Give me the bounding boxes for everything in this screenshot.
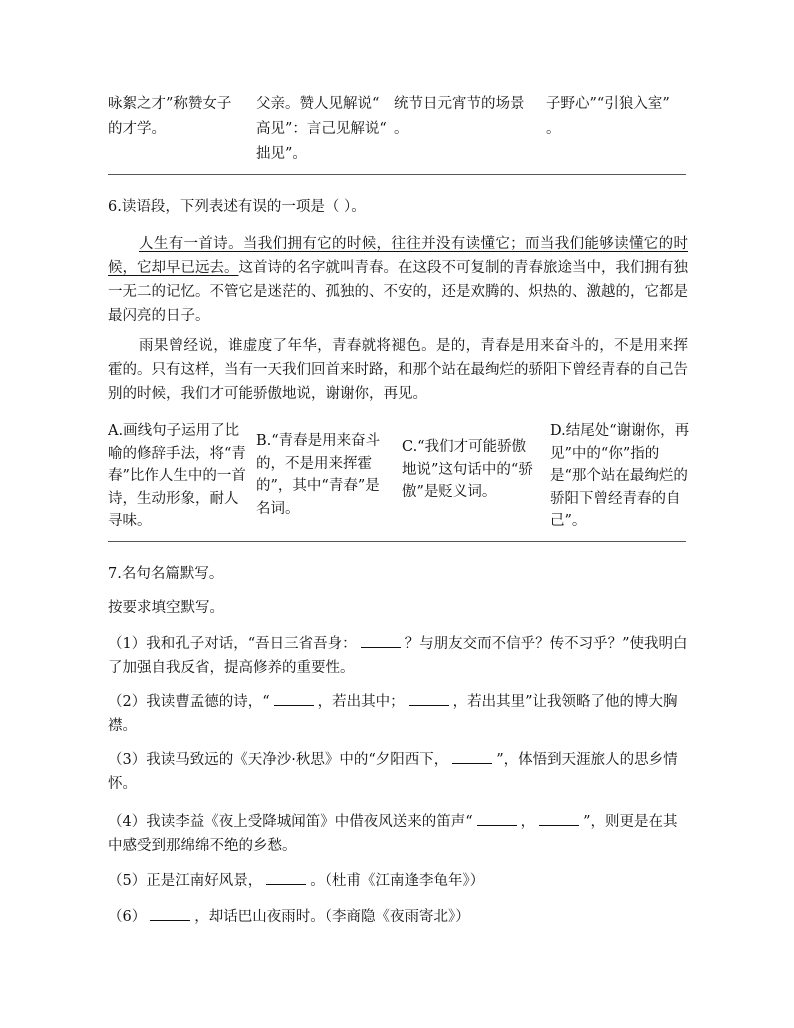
cell-line: 咏絮之才”称赞女子 bbox=[108, 96, 232, 112]
divider bbox=[108, 174, 686, 175]
answer-blank[interactable] bbox=[266, 870, 306, 885]
item-text: （4）我读李益《夜上受降城闻笛》中借夜风送来的笛声“ bbox=[108, 814, 473, 830]
paragraph-text: 这首诗的名字就叫青春。在这段不可复制的青春旅途当中，我们拥有独一无二的记忆。不管它是迷茫的、孤独的、不安的，还是欢腾的、炽热的、激越的，它都是最闪亮的日子。 bbox=[108, 260, 688, 324]
answer-blank[interactable] bbox=[150, 906, 190, 921]
answer-blank[interactable] bbox=[361, 633, 401, 648]
item-text: ？与朋友交而不信乎？传不习乎？”使我明白了加强自我反省，提高修养的重要性。 bbox=[108, 636, 688, 676]
item-text: ，若出其中； bbox=[317, 694, 405, 710]
option-c: C.“我们才可能骄傲地说”这句话中的“骄傲”是贬义词。 bbox=[402, 439, 533, 500]
fill-item-1 bbox=[108, 632, 688, 680]
question-6-paragraph-1 bbox=[108, 232, 688, 328]
answer-blank[interactable] bbox=[452, 749, 492, 764]
fill-item-2 bbox=[108, 690, 688, 738]
fill-item-4 bbox=[108, 810, 688, 858]
answer-blank[interactable] bbox=[539, 811, 579, 826]
cell-line: 父亲。赞人见解说“ bbox=[256, 96, 380, 112]
underlined-sentence: 人生有一首诗。当我们拥有它的时候，往往并没有读懂它；而当我们能够读懂它的时候，它却早已远去。 bbox=[108, 236, 688, 276]
item-text: （6） bbox=[108, 909, 147, 925]
item-text: ，却话巴山夜雨时。（李商隐《夜雨寄北》） bbox=[194, 909, 470, 925]
fill-item-3 bbox=[108, 748, 688, 796]
item-text: （2）我读曹孟德的诗，“ bbox=[108, 694, 270, 710]
cell-line: 子野心”“引狼入室” bbox=[546, 96, 670, 112]
item-text: （5）正是江南好风景， bbox=[108, 873, 263, 889]
answer-blank[interactable] bbox=[409, 691, 449, 706]
table-cell-2 bbox=[256, 92, 390, 167]
item-text: （3）我读马致远的《天净沙·秋思》中的“夕阳西下， bbox=[108, 752, 449, 768]
fill-item-5 bbox=[108, 870, 688, 892]
question-7-instruction: 按要求填空默写。 bbox=[108, 600, 224, 616]
item-text: ”，则更是在其中感受到那绵绵不绝的乡愁。 bbox=[108, 814, 678, 854]
cell-line: 。 bbox=[394, 121, 409, 137]
question-7-title: 7.名句名篇默写。 bbox=[108, 566, 224, 582]
table-cell-4 bbox=[546, 92, 686, 142]
item-text: 。（杜甫《江南逢李龟年》） bbox=[310, 873, 485, 889]
item-text: （1）我和孔子对话，“吾日三省吾身： bbox=[108, 636, 357, 652]
previous-table-row bbox=[108, 92, 684, 162]
answer-blank[interactable] bbox=[274, 691, 314, 706]
option-d: D.结尾处“谢谢你，再见”中的“你”指的是“那个站在最绚烂的骄阳下曾经青春的自己”。 bbox=[550, 423, 690, 529]
item-text: ”，体悟到天涯旅人的思乡情怀。 bbox=[108, 752, 678, 792]
table-cell-3 bbox=[394, 92, 544, 142]
cell-line: 统节日元宵节的场景 bbox=[394, 96, 525, 112]
option-b: B.“青春是用来奋斗的，不是用来挥霍的”，其中“青春”是名词。 bbox=[256, 433, 381, 517]
cell-line: 高见”：言己见解说“ bbox=[256, 121, 387, 137]
option-a: A.画线句子运用了比喻的修辞手法，将“青春”比作人生中的一首诗，生动形象，耐人寻味。 bbox=[108, 423, 246, 529]
item-text: ，若出其里”让我领略了他的博大胸襟。 bbox=[108, 694, 678, 734]
cell-line: 。 bbox=[546, 121, 561, 137]
item-text: ， bbox=[520, 814, 536, 830]
fill-item-6 bbox=[108, 906, 688, 928]
question-6-prompt: 6.读语段，下列表述有误的一项是（ ）。 bbox=[108, 199, 366, 215]
question-6-paragraph-2: 雨果曾经说，谁虚度了年华，青春就将褪色。是的，青春是用来奋斗的，不是用来挥霍的。只有这样，当有一天我们回首来时路，和那个站在最绚烂的骄阳下曾经青春的自己告别的时候，我们才可能骄傲地说，谢谢你，再见。 bbox=[108, 338, 688, 402]
cell-line: 拙见”。 bbox=[256, 146, 307, 162]
answer-blank[interactable] bbox=[477, 811, 517, 826]
cell-line: 的才学。 bbox=[108, 121, 166, 137]
divider bbox=[108, 541, 686, 542]
table-cell-1 bbox=[108, 92, 248, 142]
